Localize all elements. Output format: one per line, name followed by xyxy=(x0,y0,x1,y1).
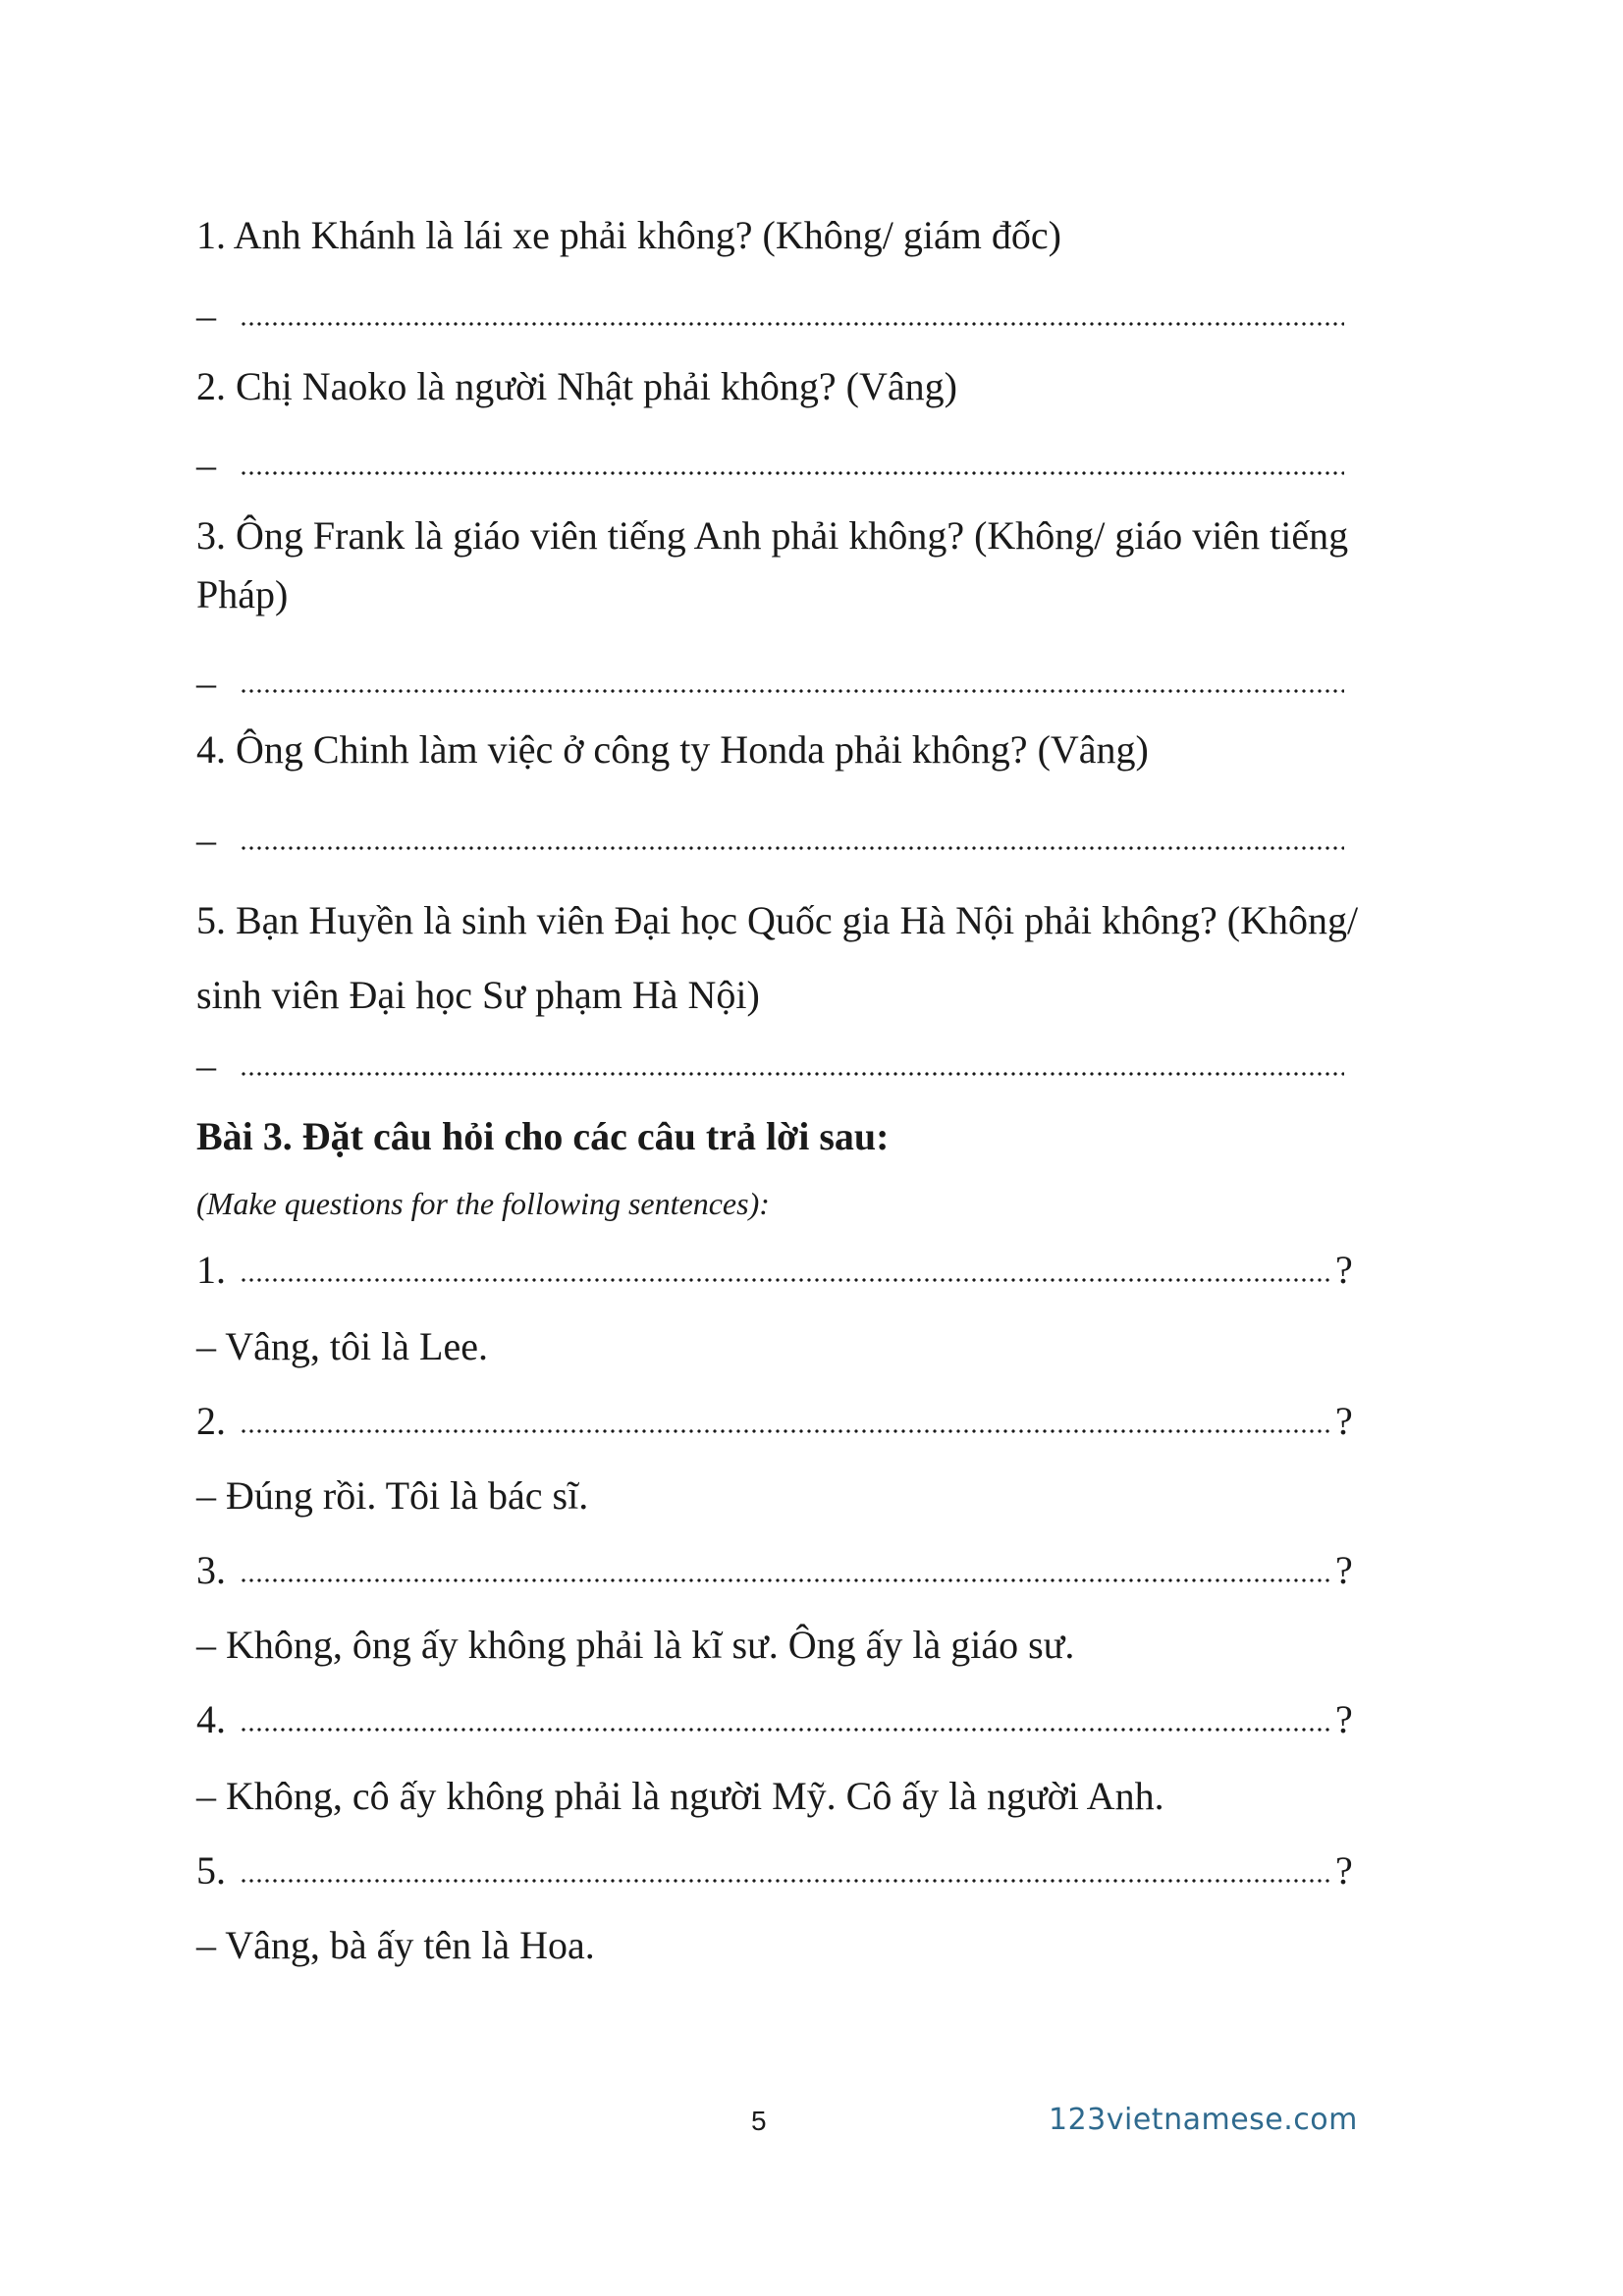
answer-line-1[interactable] xyxy=(240,322,1344,326)
q3-line-5[interactable] xyxy=(240,1879,1329,1883)
answer-dash-4: – xyxy=(196,818,216,862)
q3-answer-4: – Không, cô ấy không phải là người Mỹ. Cô ấy là người Anh. xyxy=(196,1774,1164,1818)
q3-number-5: 5. xyxy=(196,1848,226,1893)
q3-mark-3: ? xyxy=(1335,1548,1353,1592)
q3-mark-2: ? xyxy=(1335,1399,1353,1443)
question-3: 3. Ông Frank là giáo viên tiếng Anh phải không? (Không/ giáo viên tiếng Pháp) xyxy=(196,513,1349,616)
question-2: 2. Chị Naoko là người Nhật phải không? (Vâng) xyxy=(196,364,957,408)
q3-answer-1: – Vâng, tôi là Lee. xyxy=(196,1324,488,1368)
q3-answer-5: – Vâng, bà ấy tên là Hoa. xyxy=(196,1923,595,1967)
answer-dash-5: – xyxy=(196,1043,216,1088)
answer-dash-1: – xyxy=(196,294,216,338)
question-4: 4. Ông Chinh làm việc ở công ty Honda phải không? (Vâng) xyxy=(196,727,1149,772)
question-1: 1. Anh Khánh là lái xe phải không? (Không/ giám đốc) xyxy=(196,213,1061,257)
q3-answer-3: – Không, ông ấy không phải là kĩ sư. Ông ấy là giáo sư. xyxy=(196,1623,1075,1667)
section3-heading: Bài 3. Đặt câu hỏi cho các câu trả lời sau: xyxy=(196,1114,890,1158)
q3-mark-4: ? xyxy=(1335,1697,1353,1741)
q3-mark-5: ? xyxy=(1335,1848,1353,1893)
site-logo-text: 123vietnamese.com xyxy=(1049,2103,1358,2137)
answer-dash-3: – xyxy=(196,661,216,705)
answer-line-3[interactable] xyxy=(240,689,1344,693)
q3-mark-1: ? xyxy=(1335,1248,1353,1292)
question-5: 5. Bạn Huyền là sinh viên Đại học Quốc gia Hà Nội phải không? (Không/ sinh viên Đại học Sư phạm Hà Nội) xyxy=(196,898,1359,1017)
q3-number-1: 1. xyxy=(196,1248,226,1292)
q3-line-3[interactable] xyxy=(240,1578,1329,1582)
answer-line-2[interactable] xyxy=(240,471,1344,475)
answer-dash-2: – xyxy=(196,443,216,487)
q3-number-4: 4. xyxy=(196,1697,226,1741)
q3-line-1[interactable] xyxy=(240,1278,1329,1282)
section3-instruction: (Make questions for the following sentences): xyxy=(196,1186,770,1221)
q3-number-2: 2. xyxy=(196,1399,226,1443)
answer-line-4[interactable] xyxy=(240,846,1344,850)
q3-number-3: 3. xyxy=(196,1548,226,1592)
q3-line-2[interactable] xyxy=(240,1429,1329,1433)
answer-line-5[interactable] xyxy=(240,1072,1344,1076)
page-number: 5 xyxy=(751,2106,767,2136)
q3-answer-2: – Đúng rồi. Tôi là bác sĩ. xyxy=(196,1473,589,1518)
q3-line-4[interactable] xyxy=(240,1728,1329,1732)
